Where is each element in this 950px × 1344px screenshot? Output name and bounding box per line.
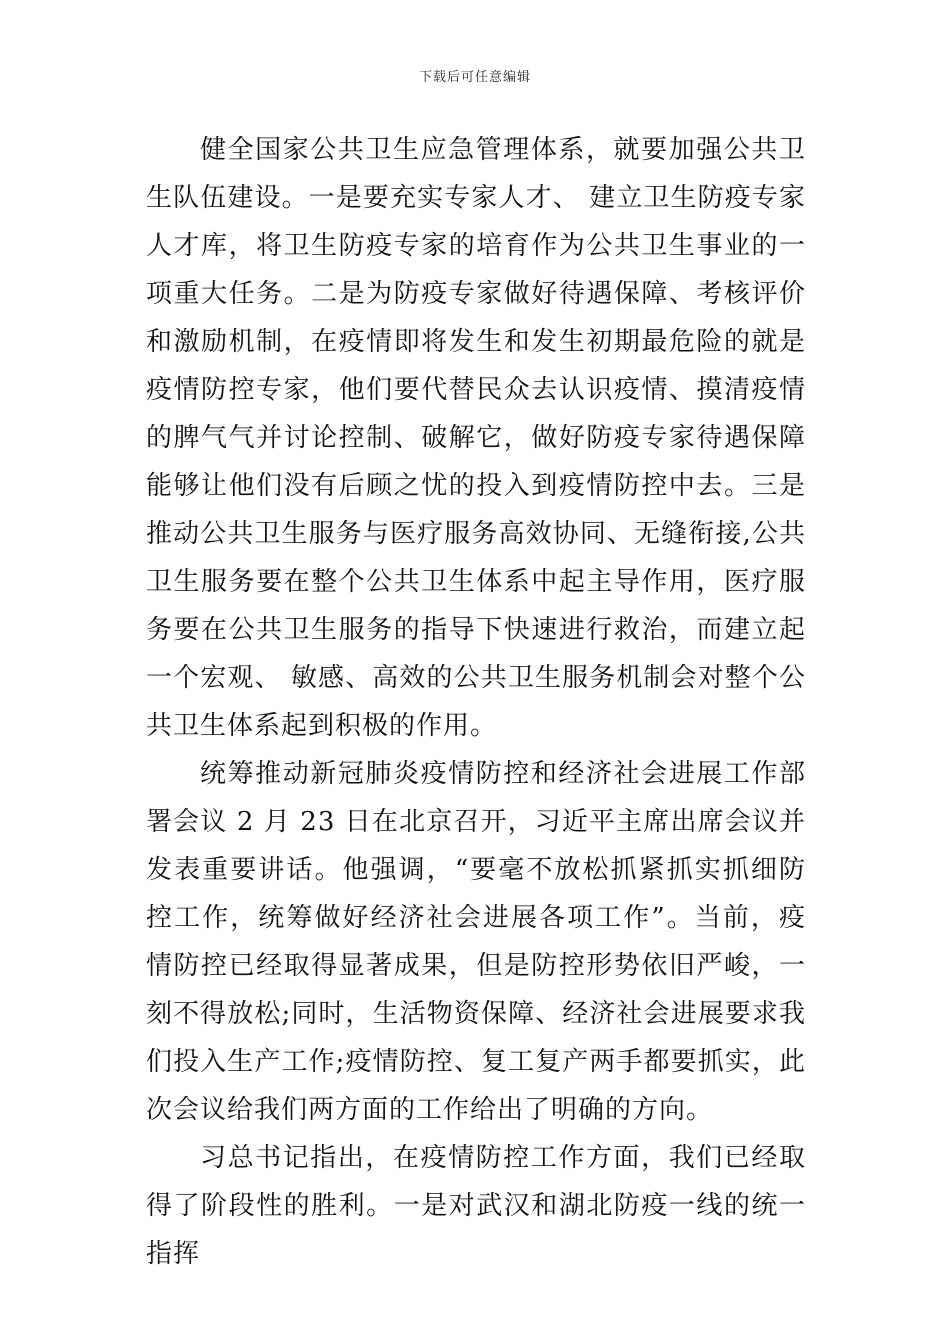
paragraph-3: 习总书记指出，在疫情防控工作方面，我们已经取得了阶段性的胜利。一是对武汉和湖北防疫一线的统一指挥: [146, 1143, 806, 1269]
paragraph-1: 健全国家公共卫生应急管理体系，就要加强公共卫生队伍建设。一是要充实专家人才、 建立卫生防疫专家人才库，将卫生防疫专家的培育作为公共卫生事业的一项重大任务。二是为防疫专家做好待遇保障、考核评价和激励机制，在疫情即将发生和发生初期最危险的就是疫情防控专家，他们要代替民众去认识疫情、摸清疫情的脾气气并讨论控制、破解它，做好防疫专家待遇保障能够让他们没有后顾之忧的投入到疫情防控中去。三是推动公共卫生服务与医疗服务高效协同、无缝衔接,公共卫生服务要在整个公共卫生体系中起主导作用，医疗服务要在公共卫生服务的指导下快速进行救治，而建立起一个宏观、 敏感、高效的公共卫生服务机制会对整个公共卫生体系起到积极的作用。: [146, 135, 806, 741]
paragraph-2: 统筹推动新冠肺炎疫情防控和经济社会进展工作部署会议 2 月 23 日在北京召开，习近平主席出席会议并发表重要讲话。他强调，“要毫不放松抓紧抓实抓细防控工作，统筹做好经济社会进展各项工作”。当前，疫情防控已经取得显著成果，但是防控形势依旧严峻，一刻不得放松;同时，生活物资保障、经济社会进展要求我们投入生产工作;疫情防控、复工复产两手都要抓实，此次会议给我们两方面的工作给出了明确的方向。: [146, 759, 806, 1125]
page-header-note: 下载后可任意编辑: [418, 70, 531, 85]
document-body: [146, 126, 806, 1326]
